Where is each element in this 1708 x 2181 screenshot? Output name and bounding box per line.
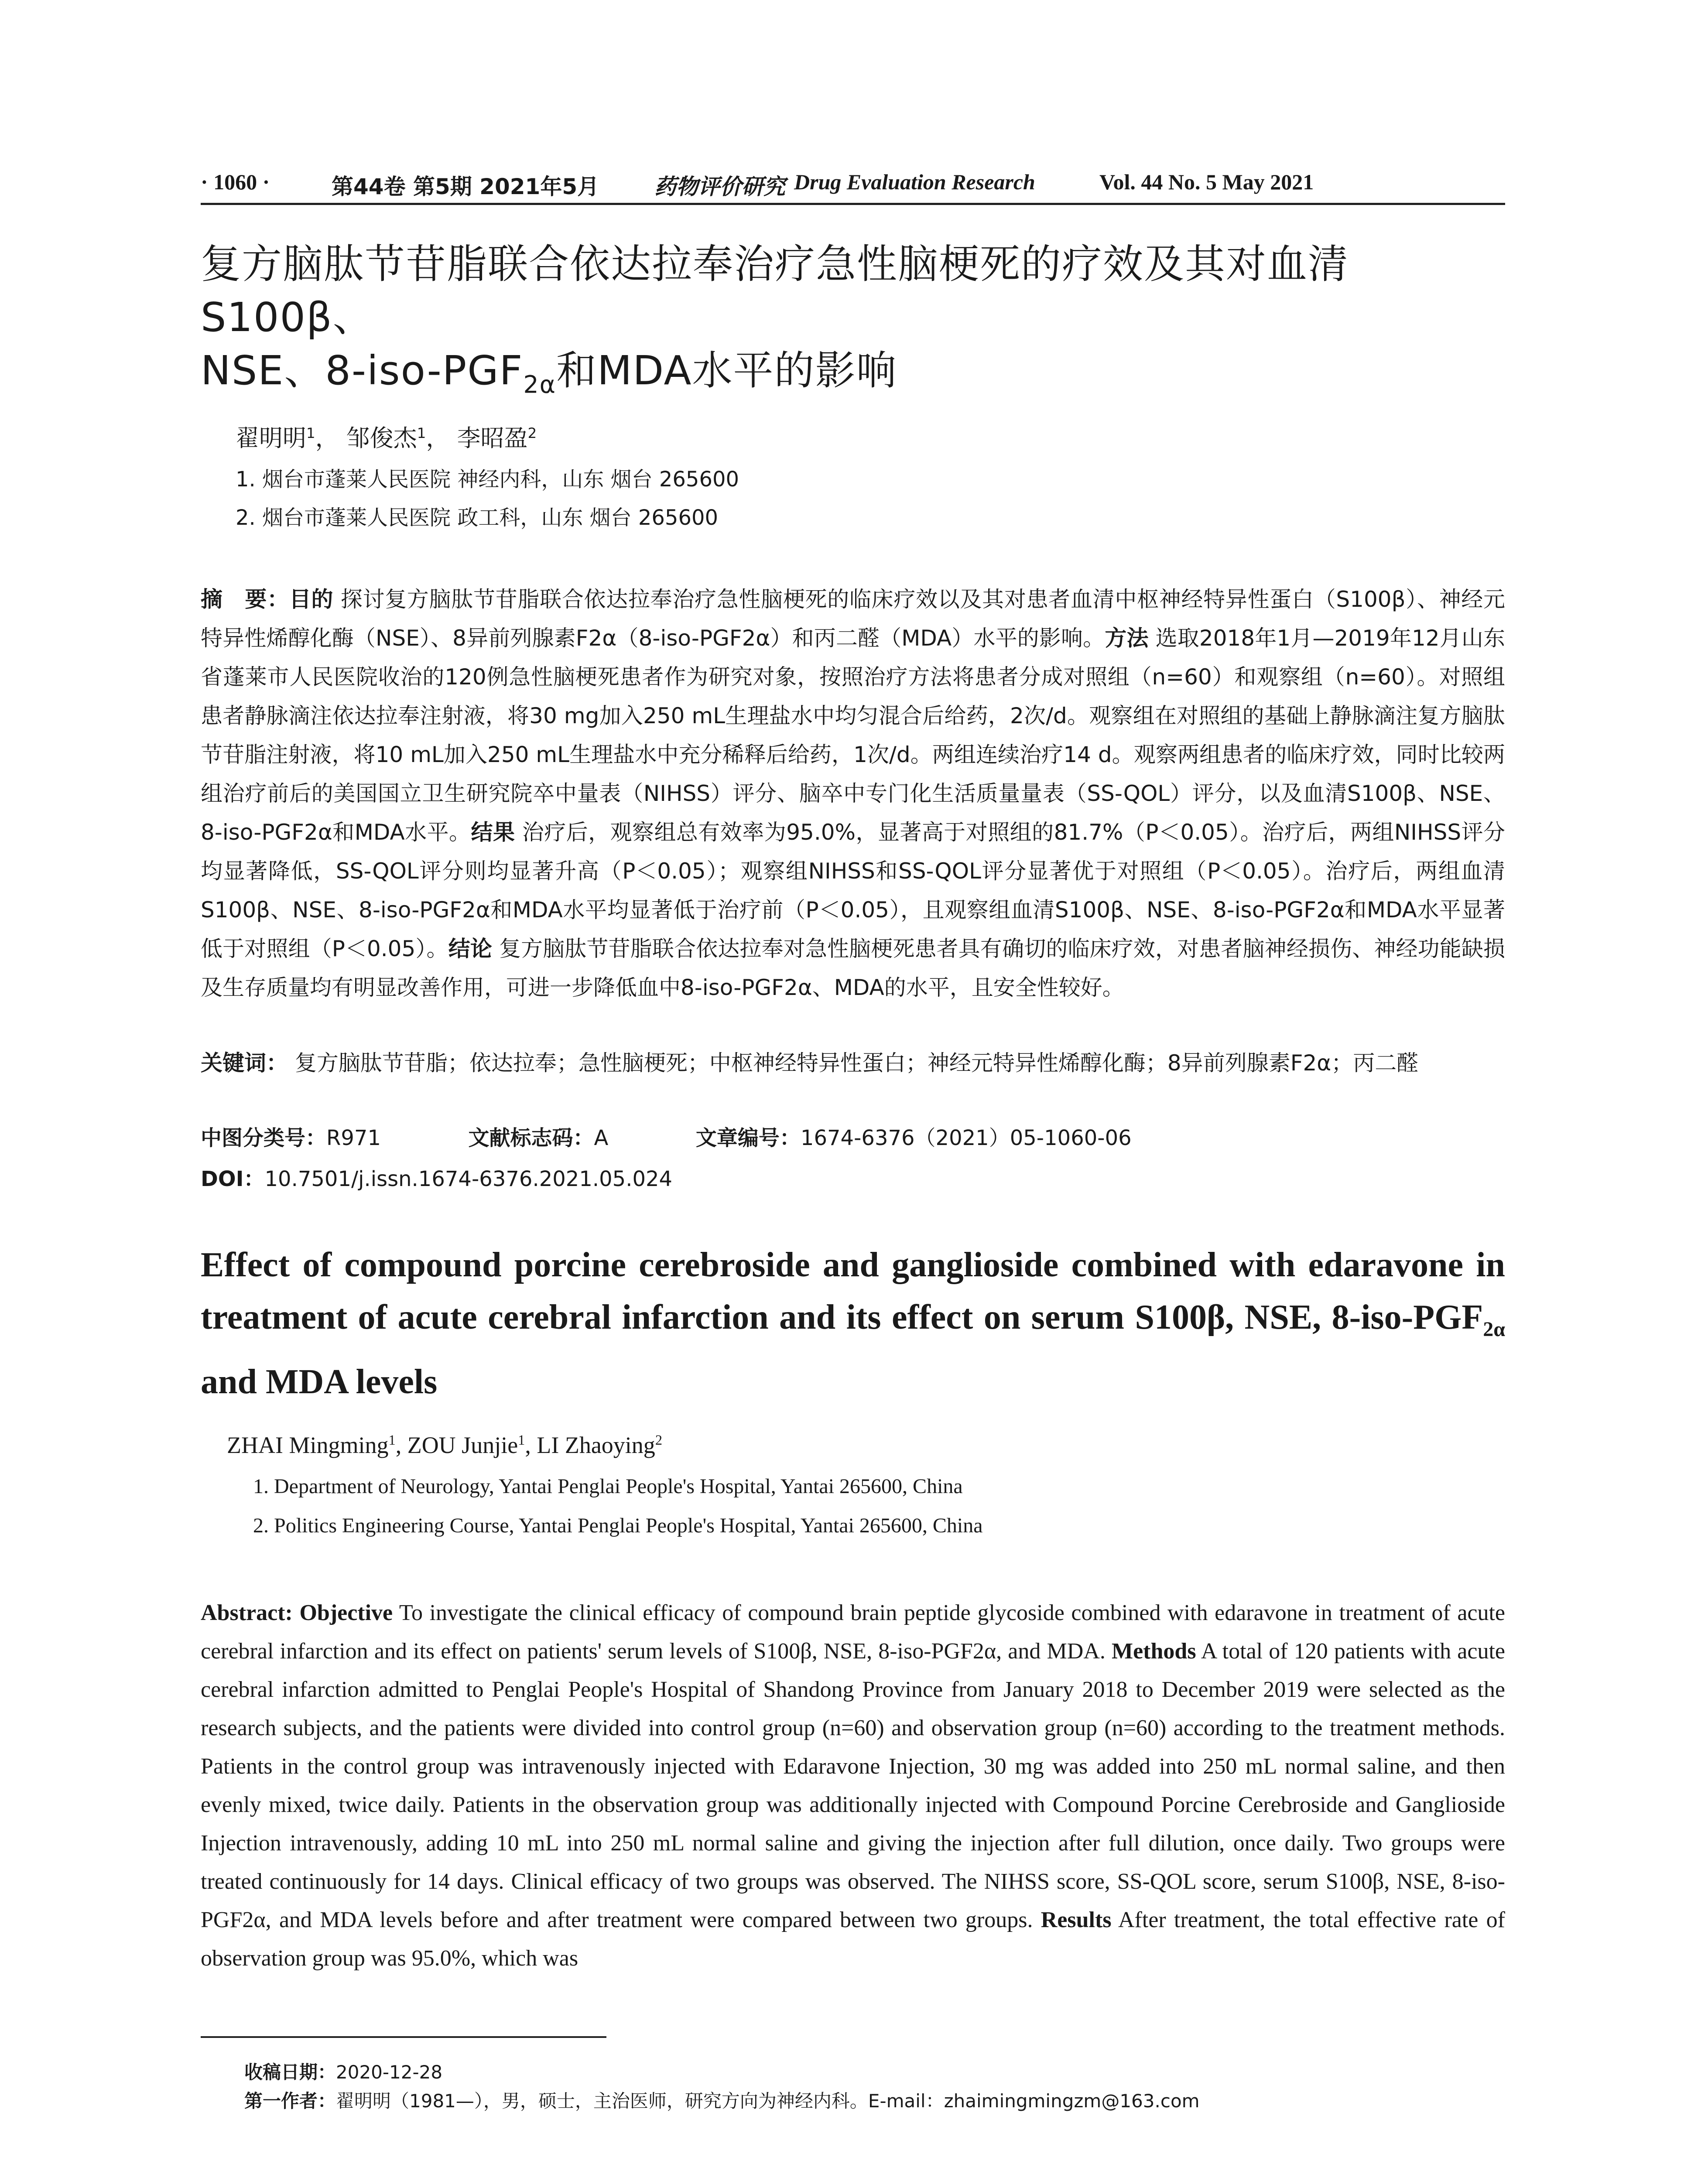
footnote-first-author: 第一作者：翟明明（1981—），男，硕士，主治医师，研究方向为神经内科。E-mail：zhaimingmingzm@163.com bbox=[244, 2090, 1200, 2112]
author-en: LI Zhaoying bbox=[537, 1432, 655, 1458]
journal-name-en: Drug Evaluation Research bbox=[794, 170, 1035, 194]
issue-en: Vol. 44 No. 5 May 2021 bbox=[1099, 170, 1314, 194]
author-en: ZOU Junjie bbox=[407, 1432, 518, 1458]
abstract-en: Abstract: Objective To investigate the clinical efficacy of compound brain peptide glycoside combined with edaravone in treatment of acute cerebral infarction and its effect on patients' serum levels of S100β, NSE, 8-iso-PGF2α, and MDA. Methods A total of 120 patients with acute cerebral infarction admitted to Penglai People's Hospital of Shandong Province from January 2018 to December 2019 were selected as the research subjects, and the patients were divided into control group (n=60) and observation group (n=60) according to the treatment methods. Patients in the control group was intravenously injected with Edaravone Injection, 30 mg was added into 250 mL normal saline, and then evenly mixed, twice daily. Patients in the observation group was additionally injected with Compound Porcine Cerebroside and Ganglioside Injection intravenously, adding 10 mL into 250 mL normal saline and giving the injection after full dilution, once daily. Two groups were treated continuously for 14 days. Clinical efficacy of two groups was observed. The NIHSS score, SS-QOL score, serum S100β, NSE, 8-iso-PGF2α, and MDA levels before and after treatment were compared between two groups. Results After treatment, the total effective rate of observation group was 95.0%, which was bbox=[201, 1600, 1506, 1971]
header-rule bbox=[201, 203, 1505, 205]
abstract-cn-label: 摘 要： bbox=[201, 587, 289, 612]
author-cn: 李昭盈 bbox=[457, 424, 528, 452]
authors-en: ZHAI Mingming$^1$, ZOU Junjie$^1$, LI Zhaoying$^2$ bbox=[227, 1432, 663, 1458]
footnote-rule bbox=[201, 2036, 606, 2038]
affiliation-en-2: 2. Politics Engineering Course, Yantai Penglai People's Hospital, Yantai 265600, China bbox=[253, 1514, 983, 1537]
classification-line: 中图分类号：R971 文献标志码：A 文章编号：1674-6376（2021）05-1060-06 bbox=[201, 1126, 1132, 1150]
abstract-en-label: Abstract: bbox=[201, 1600, 293, 1625]
page-number: · 1060 · bbox=[201, 170, 270, 194]
affiliation-cn-2: 2. 烟台市蓬莱人民医院 政工科，山东 烟台 265600 bbox=[236, 506, 719, 530]
title-en: Effect of compound porcine cerebroside and ganglioside combined with edaravone in treatment of acute cerebral infarction and its effect on serum S100β, NSE, $8-iso-PGF_{2\alpha}$ and MDA levels bbox=[201, 1246, 1505, 1401]
journal-cn-logo: 药物评价研究 bbox=[654, 174, 785, 199]
affiliation-cn-1: 1. 烟台市蓬莱人民医院 神经内科，山东 烟台 265600 bbox=[236, 467, 739, 492]
running-header bbox=[201, 169, 1505, 201]
title-cn-line1: 复方脑肽节苷脂联合依达拉奉治疗急性脑梗死的疗效及其对血清S100β、 bbox=[201, 241, 1349, 341]
title-cn bbox=[201, 238, 1505, 411]
title-cn-line2: NSE、$8-iso-PGF_{2\alpha}$和MDA水平的影响 bbox=[201, 347, 897, 399]
keywords-cn: 关键词： 复方脑肽节苷脂；依达拉奉；急性脑梗死；中枢神经特异性蛋白；神经元特异性烯醇化酶；8异前列腺素F2α；丙二醛 bbox=[201, 1050, 1419, 1076]
author-cn: 翟明明 bbox=[236, 424, 306, 452]
affiliation-en-1: 1. Department of Neurology, Yantai Penglai People's Hospital, Yantai 265600, China bbox=[253, 1475, 963, 1498]
authors-cn: 翟明明$^1$， 邹俊杰$^1$， 李昭盈$^2$ bbox=[236, 424, 537, 452]
footnote-received: 收稿日期：2020-12-28 bbox=[244, 2061, 443, 2083]
author-en: ZHAI Mingming bbox=[227, 1432, 389, 1458]
issue-cn: 第44卷 第5期 2021年5月 bbox=[332, 174, 599, 199]
doi-line: DOI：10.7501/j.issn.1674-6376.2021.05.024 bbox=[201, 1167, 673, 1191]
abstract-cn: 摘 要：目的 探讨复方脑肽节苷脂联合依达拉奉治疗急性脑梗死的临床疗效以及其对患者血清中枢神经特异性蛋白（S100β）、神经元特异性烯醇化酶（NSE）、8异前列腺素F2α（8-iso-PGF2α）和丙二醛（MDA）水平的影响。方法 选取2018年1月—2019年12月山东省蓬莱市人民医院收治的120例急性脑梗死患者作为研究对象，按照治疗方法将患者分成对照组（n=60）和观察组（n=60）。对照组患者静脉滴注依达拉奉注射液，将30 mg加入250 mL生理盐水中均匀混合后给药，2次/d。观察组在对照组的基础上静脉滴注复方脑肽节苷脂注射液，将10 mL加入250 mL生理盐水中充分稀释后给药，1次/d。两组连续治疗14 d。观察两组患者的临床疗效，同时比较两组治疗前后的美国国立卫生研究院卒中量表（NIHSS）评分、脑卒中专门化生活质量量表（SS-QOL）评分，以及血清S100β、NSE、8-iso-PGF2α和MDA水平。结果 治疗后，观察组总有效率为95.0%，显著高于对照组的81.7%（P＜0.05）。治疗后，两组NIHSS评分均显著降低，SS-QOL评分则均显著升高（P＜0.05）；观察组NIHSS和SS-QOL评分显著优于对照组（P＜0.05）。治疗后，两组血清S100β、NSE、8-iso-PGF2α和MDA水平均显著低于治疗前（P＜0.05），且观察组血清S100β、NSE、8-iso-PGF2α和MDA水平显著低于对照组（P＜0.05）。结论 复方脑肽节苷脂联合依达拉奉对急性脑梗死患者具有确切的临床疗效，对患者脑神经损伤、神经功能缺损及生存质量均有明显改善作用，可进一步降低血中8-iso-PGF2α、MDA的水平，且安全性较好。 bbox=[201, 587, 1506, 1000]
author-cn: 邹俊杰 bbox=[346, 424, 417, 452]
